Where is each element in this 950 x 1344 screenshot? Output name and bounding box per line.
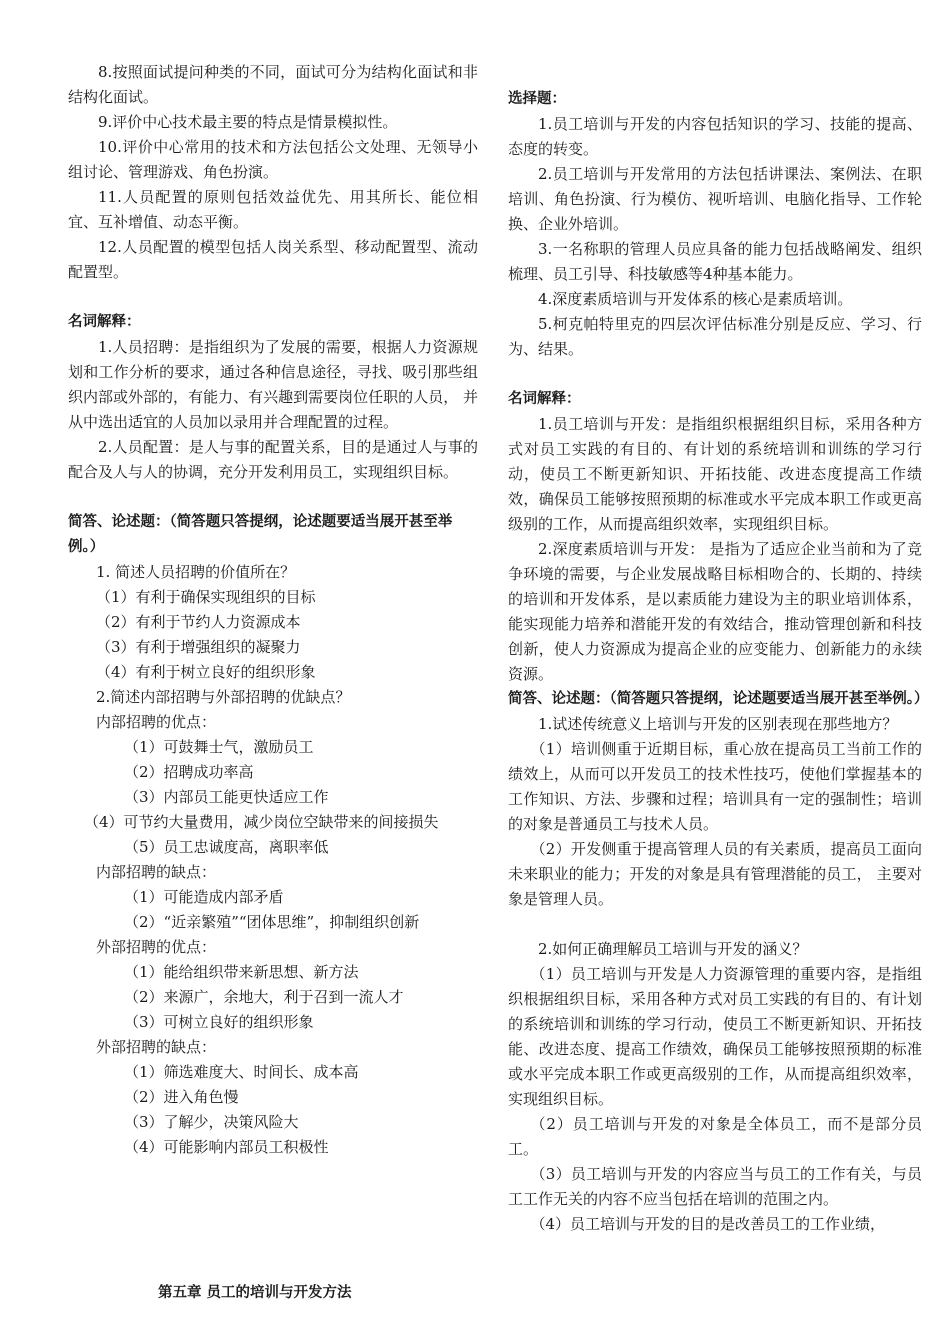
- answer-point: （1）员工培训与开发是人力资源管理的重要内容，是指组织根据组织目标，采用各种方式对员工实践的有目的、有计划的系统培训和训练的学习行动，使员工不断更新知识、开拓技能、改进态度、提高工作绩效，确保员工能够按照预期的标准或水平完成本职工作或更高级别的工作，从而提高组织效率，实现组织目标。: [508, 965, 922, 1108]
- sub-heading: 内部招聘的缺点：: [96, 863, 217, 881]
- answer-point: （2）进入角色慢: [124, 1088, 239, 1106]
- question: 1.试述传统意义上培训与开发的区别表现在那些地方？: [538, 715, 898, 733]
- sub-heading: 内部招聘的优点：: [96, 713, 217, 731]
- choice-item: 11.人员配置的原则包括效益优先、用其所长、能位相宜、互补增值、动态平衡。: [68, 188, 478, 231]
- answer-point: （1）有利于确保实现组织的目标: [96, 588, 316, 606]
- choice-item: 12.人员配置的模型包括人岗关系型、移动配置型、流动配置型。: [68, 238, 478, 281]
- answer-point: （2）“近亲繁殖”“团体思维”，抑制组织创新: [124, 913, 420, 931]
- choice-item: 2.员工培训与开发常用的方法包括讲课法、案例法、在职培训、角色扮演、行为模仿、视听培训、电脑化指导、工作轮换、企业外培训。: [508, 165, 922, 233]
- sub-heading: 外部招聘的优点：: [96, 938, 217, 956]
- left-column: [68, 60, 478, 1160]
- term-definition: 1.人员招聘：是指组织为了发展的需要，根据人力资源规划和工作分析的要求，通过各种信息途径，寻找、吸引那些组织内部或外部的，有能力、有兴趣到需要岗位任职的人员， 并从中选出适宜的人员加以录用并合理配置的过程。: [68, 338, 478, 431]
- choice-item: 9.评价中心技术最主要的特点是情景模拟性。: [98, 113, 398, 131]
- answer-point: （2）招聘成功率高: [124, 763, 254, 781]
- answer-point: （1）筛选难度大、时间长、成本高: [124, 1063, 359, 1081]
- choice-item: 3.一名称职的管理人员应具备的能力包括战略阐发、组织梳理、员工引导、科技敏感等4种基本能力。: [508, 240, 922, 283]
- term-definition: 2.深度素质培训与开发： 是指为了适应企业当前和为了竞争环境的需要，与企业发展战略目标相吻合的、长期的、持续的培训和开发体系，是以素质能力建设为主的职业培训体系，能实现能力培养和潜能开发的有效结合，推动管理创新和科技创新，使人力资源成为提高企业的应变能力、创新能力的永续资源。: [508, 540, 922, 683]
- choice-item: 1.员工培训与开发的内容包括知识的学习、技能的提高、态度的转变。: [508, 115, 922, 158]
- choice-heading: 选择题：: [508, 91, 566, 107]
- answer-point: （3）了解少，决策风险大: [124, 1113, 299, 1131]
- question: 2.如何正确理解员工培训与开发的涵义？: [538, 940, 808, 958]
- term-definition: 2.人员配置：是人与事的配置关系，目的是通过人与事的配合及人与人的协调，充分开发利用员工，实现组织目标。: [68, 438, 478, 481]
- terms-heading: 名词解释：: [68, 314, 141, 330]
- term-definition: 1.员工培训与开发：是指组织根据组织目标，采用各种方式对员工实践的有目的、有计划的系统培训和训练的学习行动，使员工不断更新知识、开拓技能、改进态度提高工作绩效，确保员工能够按照预期的标准或水平完成本职工作或更高级别的工作，从而提高组织效率，实现组织目标。: [508, 415, 922, 533]
- answer-point: （4）有利于树立良好的组织形象: [96, 663, 316, 681]
- answer-point: （3）内部员工能更快适应工作: [124, 788, 329, 806]
- answer-point: （2）员工培训与开发的对象是全体员工，而不是部分员工。: [508, 1115, 922, 1158]
- terms-heading: 名词解释：: [508, 391, 581, 407]
- choice-item: 5.柯克帕特里克的四层次评估标准分别是反应、学习、行为、结果。: [508, 315, 922, 358]
- choice-item: 8.按照面试提问种类的不同，面试可分为结构化面试和非结构化面试。: [68, 63, 478, 106]
- answer-point: （3）员工培训与开发的内容应当与员工的工作有关，与员工工作无关的内容不应当包括在培训的范围之内。: [508, 1165, 922, 1208]
- answer-point: （2）开发侧重于提高管理人员的有关素质，提高员工面向未来职业的能力；开发的对象是具有管理潜能的员工， 主要对象是管理人员。: [508, 840, 922, 908]
- answer-point: （1）能给组织带来新思想、新方法: [124, 963, 359, 981]
- answer-point: （3）可树立良好的组织形象: [124, 1013, 314, 1031]
- choice-item: 4.深度素质培训与开发体系的核心是素质培训。: [538, 290, 853, 308]
- answer-point: （1）可鼓舞士气，激励员工: [124, 738, 314, 756]
- choice-item: 10.评价中心常用的技术和方法包括公文处理、无领导小组讨论、管理游戏、角色扮演。: [68, 138, 478, 181]
- answer-point: （1）培训侧重于近期目标，重心放在提高员工当前工作的绩效上，从而可以开发员工的技术性技巧，使他们掌握基本的工作知识、方法、步骤和过程；培训具有一定的强制性；培训的对象是普通员工与技术人员。: [508, 740, 922, 833]
- answer-point: （4）员工培训与开发的目的是改善员工的工作业绩，: [530, 1215, 886, 1233]
- answer-point: （2）来源广，余地大，利于召到一流人才: [124, 988, 404, 1006]
- answer-point: （2）有利于节约人力资源成本: [96, 613, 301, 631]
- question: 1. 简述人员招聘的价值所在？: [96, 563, 296, 581]
- essay-heading: 简答、论述题：（简答题只答提纲，论述题要适当展开甚至举例。）: [68, 514, 453, 555]
- question: 2.简述内部招聘与外部招聘的优缺点？: [96, 688, 351, 706]
- chapter-title: 第五章 员工的培训与开发方法: [158, 1285, 352, 1301]
- answer-point: （4）可节约大量费用，减少岗位空缺带来的间接损失: [84, 813, 439, 831]
- sub-heading: 外部招聘的缺点：: [96, 1038, 217, 1056]
- answer-point: （5）员工忠诚度高，离职率低: [124, 838, 329, 856]
- answer-point: （1）可能造成内部矛盾: [124, 888, 284, 906]
- right-column: [508, 87, 929, 1237]
- answer-point: （3）有利于增强组织的凝聚力: [96, 638, 301, 656]
- essay-heading: 简答、论述题：（简答题只答提纲，论述题要适当展开甚至举例。）: [508, 691, 929, 707]
- answer-point: （4）可能影响内部员工积极性: [124, 1138, 329, 1156]
